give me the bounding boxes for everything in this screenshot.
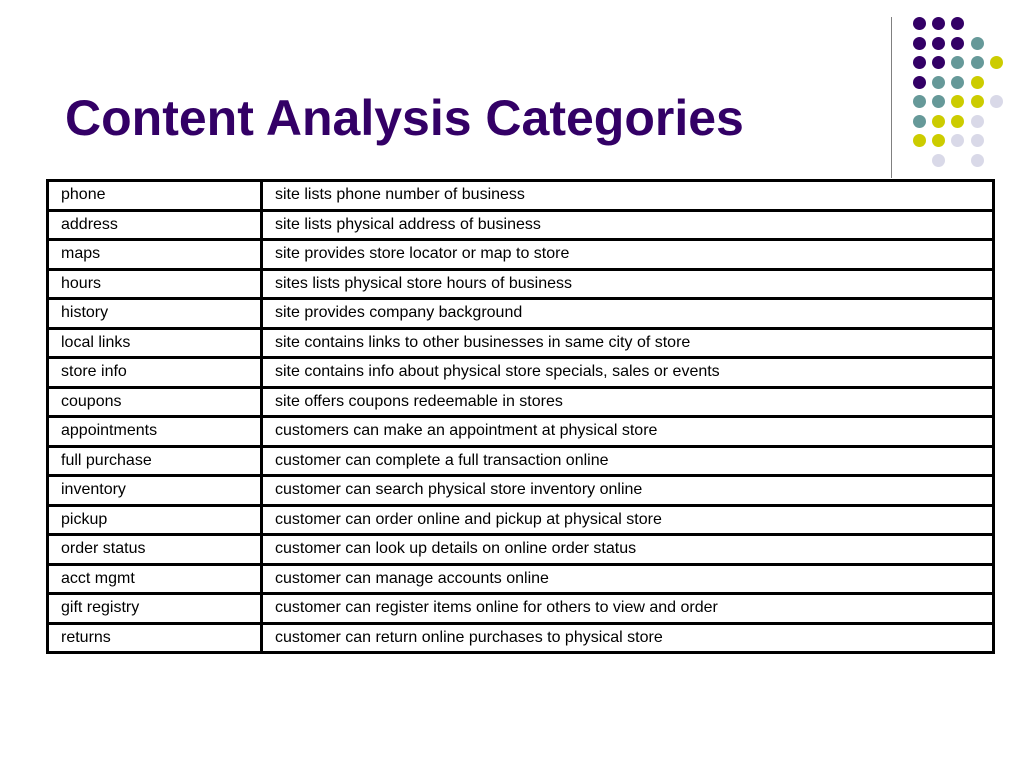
category-cell: phone — [48, 181, 262, 211]
description-cell: customer can look up details on online order status — [262, 535, 994, 565]
category-cell: store info — [48, 358, 262, 388]
decorative-dot — [951, 134, 964, 147]
decorative-dot — [971, 134, 984, 147]
category-cell: local links — [48, 328, 262, 358]
description-cell: site offers coupons redeemable in stores — [262, 387, 994, 417]
decorative-dot — [971, 95, 984, 108]
decorative-dot — [971, 37, 984, 50]
category-cell: history — [48, 299, 262, 329]
description-cell: sites lists physical store hours of business — [262, 269, 994, 299]
decorative-dot — [951, 17, 964, 30]
description-cell: customer can complete a full transaction online — [262, 446, 994, 476]
description-cell: site contains info about physical store specials, sales or events — [262, 358, 994, 388]
description-cell: customer can search physical store inventory online — [262, 476, 994, 506]
decorative-dot — [932, 95, 945, 108]
decorative-dot — [932, 76, 945, 89]
decorative-dot — [951, 76, 964, 89]
category-cell: order status — [48, 535, 262, 565]
decorative-dot — [913, 95, 926, 108]
decorative-dot — [951, 56, 964, 69]
decorative-dot — [951, 37, 964, 50]
description-cell: customer can return online purchases to physical store — [262, 623, 994, 653]
decorative-dot — [971, 115, 984, 128]
category-cell: appointments — [48, 417, 262, 447]
table-row — [48, 564, 994, 594]
description-cell: site lists physical address of business — [262, 210, 994, 240]
description-cell: customer can order online and pickup at physical store — [262, 505, 994, 535]
table-row — [48, 594, 994, 624]
slide-title: Content Analysis Categories — [65, 90, 744, 146]
table-row — [48, 210, 994, 240]
decorative-dot — [932, 37, 945, 50]
category-cell: address — [48, 210, 262, 240]
table-row — [48, 358, 994, 388]
category-cell: inventory — [48, 476, 262, 506]
decorative-dot — [913, 56, 926, 69]
decorative-dot — [990, 56, 1003, 69]
table-row — [48, 476, 994, 506]
decorative-dot — [932, 56, 945, 69]
category-cell: acct mgmt — [48, 564, 262, 594]
category-cell: maps — [48, 240, 262, 270]
category-cell: coupons — [48, 387, 262, 417]
decorative-dot — [932, 115, 945, 128]
table-row — [48, 328, 994, 358]
categories-table — [46, 179, 995, 654]
decorative-dot — [951, 95, 964, 108]
category-cell: gift registry — [48, 594, 262, 624]
divider-line — [891, 17, 892, 178]
description-cell: customer can manage accounts online — [262, 564, 994, 594]
category-cell: returns — [48, 623, 262, 653]
table-row — [48, 505, 994, 535]
table-row — [48, 240, 994, 270]
decorative-dot — [990, 95, 1003, 108]
decorative-dot — [913, 76, 926, 89]
decorative-dot — [932, 154, 945, 167]
decorative-dot — [932, 17, 945, 30]
decorative-dot — [971, 76, 984, 89]
category-cell: full purchase — [48, 446, 262, 476]
decorative-dot — [932, 134, 945, 147]
table-row — [48, 181, 994, 211]
table-row — [48, 623, 994, 653]
decorative-dot — [971, 56, 984, 69]
table-row — [48, 446, 994, 476]
description-cell: customers can make an appointment at physical store — [262, 417, 994, 447]
table-row — [48, 387, 994, 417]
table-row — [48, 299, 994, 329]
description-cell: site provides store locator or map to store — [262, 240, 994, 270]
decorative-dot — [971, 154, 984, 167]
table-row — [48, 269, 994, 299]
table-row — [48, 535, 994, 565]
description-cell: site provides company background — [262, 299, 994, 329]
description-cell: site lists phone number of business — [262, 181, 994, 211]
category-cell: pickup — [48, 505, 262, 535]
decorative-dot — [913, 37, 926, 50]
decorative-dot — [913, 17, 926, 30]
category-cell: hours — [48, 269, 262, 299]
table-row — [48, 417, 994, 447]
decorative-dot — [913, 115, 926, 128]
decorative-dot — [951, 115, 964, 128]
description-cell: customer can register items online for others to view and order — [262, 594, 994, 624]
description-cell: site contains links to other businesses in same city of store — [262, 328, 994, 358]
decorative-dot — [913, 134, 926, 147]
